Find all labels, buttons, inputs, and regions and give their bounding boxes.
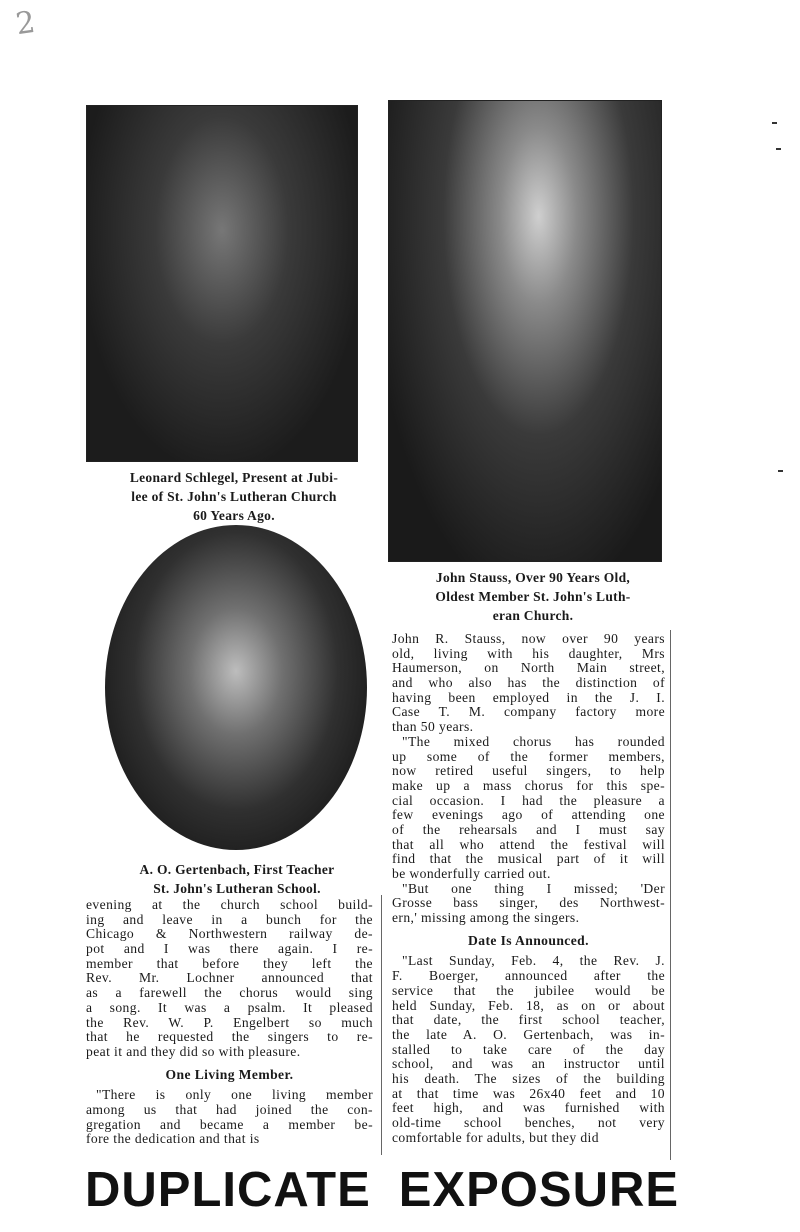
text-line: feet high, and was furnished with [392,1100,665,1116]
text-line: few evenings ago of attending one [392,807,665,823]
text-line: evening at the church school build- [86,897,373,912]
handwritten-page-number: 2 [13,4,38,43]
text-line: make up a mass chorus for this spe- [392,777,665,793]
text-line: pot and I was there again. I re- [86,941,373,957]
text-line: F. Boerger, announced after the [392,968,665,984]
text-line: cial occasion. I had the pleasure a [392,792,665,808]
text-line: as a farewell the chorus would sing [86,985,373,1001]
text-line: peat it and they did so with pleasure. [86,1043,301,1059]
section-heading: Date Is Announced. [468,932,589,948]
caption-line: Leonard Schlegel, Present at Jubi- [129,470,339,485]
photo-ao-gertenbach [105,525,367,850]
caption-line: Oldest Member St. John's Luth- [435,589,631,604]
text-line: that all who attend the festival will [392,836,665,852]
caption-line: lee of St. John's Lutheran Church [131,489,337,504]
text-line: held Sunday, Feb. 18, as on or about [392,997,665,1013]
text-line: among us that had joined the con- [86,1101,373,1117]
text-line: member that before they left the [86,955,373,971]
text-line: ern,' missing among the singers. [392,910,580,926]
text-line: of the rehearsals and I must say [392,821,665,837]
text-line: comfortable for adults, but they did [392,1129,599,1145]
caption-line: 60 Years Ago. [193,508,275,523]
photo-leonard-schlegel [86,105,358,462]
text-line: be wonderfully carried out. [392,866,551,881]
right-article-column [392,632,665,1145]
text-line: than 50 years. [392,719,474,735]
text-line: Chicago & Northwestern railway de- [86,926,373,942]
text-line: now retired useful singers, to help [392,763,665,779]
section-heading: One Living Member. [165,1066,294,1082]
caption-line: A. O. Gertenbach, First Teacher [139,862,335,877]
text-line: old, living with his daughter, Mrs [392,645,665,661]
text-line: that he requested the singers to re- [86,1029,373,1045]
caption-gertenbach [92,860,382,898]
text-line: up some of the former members, [392,748,665,764]
margin-mark [778,470,783,472]
text-line: find that the musical part of it will [392,851,665,867]
caption-stauss [388,568,678,625]
text-line: school, and was an instructor until [392,1056,665,1072]
text-line: John R. Stauss, now over 90 years [392,631,665,646]
text-line: that date, the first school teacher, [392,1012,665,1028]
text-line: stalled to take care of the day [392,1041,665,1057]
left-article-column [86,898,373,1147]
caption-line: John Stauss, Over 90 Years Old, [435,570,631,585]
duplicate-exposure-stamp [85,1162,695,1218]
stamp-word: EXPOSURE [398,1163,680,1217]
caption-schlegel [84,468,384,525]
text-line: old-time school benches, not very [392,1115,665,1130]
photo-john-stauss [388,100,662,562]
text-line: Haumerson, on North Main street, [392,660,665,676]
text-line: gregation and became a member be- [86,1116,373,1132]
text-line: "The mixed chorus has rounded [402,733,665,749]
column-rule [381,895,382,1155]
text-line: his death. The sizes of the building [392,1070,665,1086]
margin-mark [772,122,777,124]
text-line: the late A. O. Gertenbach, was in- [392,1026,665,1042]
text-line: having been employed in the J. I. [392,689,665,705]
column-rule [670,630,671,1160]
caption-line: eran Church. [492,608,574,623]
stamp-word: DUPLICATE [85,1163,371,1217]
text-line: service that the jubilee would be [392,982,665,998]
text-line: "Last Sunday, Feb. 4, the Rev. J. [402,953,665,969]
text-line: "But one thing I missed; 'Der [402,880,665,896]
text-line: ing and leave in a bunch for the [86,911,373,927]
text-line: Grosse bass singer, des Northwest- [392,895,665,911]
text-line: "There is only one living member [96,1087,373,1103]
text-line: at that time was 26x40 feet and 10 [392,1085,665,1101]
text-line: Case T. M. company factory more [392,704,665,720]
text-line: the Rev. W. P. Engelbert so much [86,1014,373,1030]
margin-mark [776,148,781,150]
text-line: a song. It was a psalm. It pleased [86,999,373,1015]
text-line: fore the dedication and that is [86,1131,260,1147]
text-line: and who also has the distinction of [392,675,665,691]
caption-line: St. John's Lutheran School. [153,881,321,896]
text-line: Rev. Mr. Lochner announced that [86,970,373,986]
